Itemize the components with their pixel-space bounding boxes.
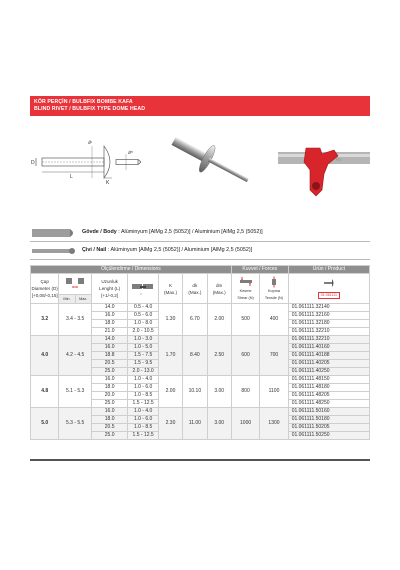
cell-grip: 2.0 - 10.5: [128, 328, 158, 336]
spec-body-value: : Alüminyum [AlMg 2,5 (5052)] / Aluminium [AlMg 2,5 (5052)]: [116, 229, 263, 235]
tensile-force-icon: [266, 276, 282, 288]
header-product: [288, 274, 369, 304]
cell-tensile: 1100: [260, 376, 288, 408]
cell-grip: 1.0 - 8.0: [128, 320, 158, 328]
cell-product-code: 01.061111.50205: [288, 424, 369, 432]
cell-shear: 1000: [231, 408, 259, 440]
cell-dm: 3.00: [207, 376, 231, 408]
header-hole: [59, 274, 91, 295]
drawing-label-d: D: [31, 160, 35, 166]
divider: [30, 259, 370, 260]
spec-body-label: Gövde / Body: [82, 229, 117, 235]
drawing-label-k: K: [106, 180, 110, 186]
drawing-label-l: L: [70, 174, 73, 180]
cell-product-code: 01.061111.48180: [288, 384, 369, 392]
cell-shear: 500: [231, 304, 259, 336]
cell-product-code: 01.061111.40188: [288, 352, 369, 360]
spec-nail-label: Çivi / Nail: [82, 247, 107, 253]
cell-grip: 1.0 - 5.0: [128, 344, 158, 352]
header-tensile: Kopma Tensile (N): [260, 274, 288, 304]
cell-grip: 1.0 - 6.0: [128, 416, 158, 424]
cell-grip: 0.5 - 6.0: [128, 312, 158, 320]
cell-length: 18.0: [91, 384, 128, 392]
cell-dk: 8.40: [183, 336, 207, 376]
table-bottom-rule: [30, 459, 370, 461]
divider: [30, 241, 370, 242]
header-title-tr: KÖR PERÇİN / BULBFIX BOMBE KAFA: [34, 99, 133, 105]
product-badge: 01.061111: [318, 292, 340, 299]
cell-product-code: 01.061111.32180: [288, 320, 369, 328]
cell-grip: 1.0 - 8.5: [128, 424, 158, 432]
table-row: [31, 408, 370, 416]
rivet-technical-drawing: [30, 132, 150, 202]
cell-grip: 1.5 - 7.5: [128, 352, 158, 360]
cell-length: 20.5: [91, 360, 128, 368]
cell-product-code: 01.061111.32210: [288, 336, 369, 344]
cell-length: 16.0: [91, 312, 128, 320]
svg-text:FIX: FIX: [336, 158, 342, 162]
rivet-product-icon: [322, 278, 336, 288]
cell-diameter: 5.0: [31, 408, 59, 440]
cell-diameter: 4.8: [31, 376, 59, 408]
drawing-label-dk: dᵏ: [88, 140, 93, 145]
cell-tensile: 400: [260, 304, 288, 336]
cell-grip: 2.0 - 13.0: [128, 368, 158, 376]
grip-range-icon: [130, 282, 156, 296]
cell-hole-range: 5.1 - 5.3: [59, 376, 91, 408]
group-product: Ürün / Product: [288, 266, 369, 274]
cell-grip: 1.5 - 9.5: [128, 360, 158, 368]
cell-k: 2.00: [158, 376, 182, 408]
cell-product-code: 01.061111.32210: [288, 328, 369, 336]
cell-length: 16.0: [91, 376, 128, 384]
cell-grip: 1.5 - 12.5: [128, 432, 158, 440]
cell-hole-range: 3.4 - 3.5: [59, 304, 91, 336]
table-row: [31, 376, 370, 384]
cell-product-code: 01.061111.32160: [288, 312, 369, 320]
group-dimensions: Ölçülendirme / Dimensions: [31, 266, 232, 274]
cell-dm: 2.00: [207, 304, 231, 336]
cell-dk: 10.10: [183, 376, 207, 408]
cell-grip: 0.5 - 4.0: [128, 304, 158, 312]
cell-length: 20.5: [91, 424, 128, 432]
cell-shear: 600: [231, 336, 259, 376]
cell-length: 14.0: [91, 304, 128, 312]
cell-length: 20.0: [91, 392, 128, 400]
header-dm: dm (Max.): [207, 274, 231, 304]
cell-length: 14.0: [91, 336, 128, 344]
cell-product-code: 01.061111.50160: [288, 408, 369, 416]
header-title-en: BLIND RIVET / BULBFIX TYPE DOME HEAD: [34, 106, 146, 112]
body-material-icon: [30, 226, 76, 240]
cell-product-code: 01.061111.50180: [288, 416, 369, 424]
cell-dm: 3.00: [207, 408, 231, 440]
svg-text:⇔: ⇔: [139, 290, 144, 296]
table-row: [31, 304, 370, 312]
rivet-product-photo: [160, 122, 260, 202]
cell-length: 25.0: [91, 368, 128, 376]
cell-hole-range: 5.3 - 5.5: [59, 408, 91, 440]
cell-product-code: 01.061111.40250: [288, 368, 369, 376]
cell-length: 25.0: [91, 400, 128, 408]
cell-length: 16.0: [91, 408, 128, 416]
header-shear: Kesme Shear (N): [231, 274, 259, 304]
cell-product-code: 01.061111.40205: [288, 360, 369, 368]
header-hole-max: Max.: [75, 295, 91, 304]
spec-nail-row: [30, 244, 370, 258]
cell-length: 18.8: [91, 352, 128, 360]
cell-length: 25.0: [91, 432, 128, 440]
cell-diameter: 3.2: [31, 304, 59, 336]
spec-body-row: [30, 226, 370, 240]
cell-hole-range: 4.2 - 4.5: [59, 336, 91, 376]
cell-grip: 1.5 - 12.5: [128, 400, 158, 408]
header-k: K (Max.): [158, 274, 182, 304]
hole-diameter-icon: [65, 277, 85, 291]
cell-grip: 1.0 - 8.5: [128, 392, 158, 400]
table-row: [31, 336, 370, 344]
cell-grip: 1.0 - 4.0: [128, 376, 158, 384]
header-hole-min: Min.: [59, 295, 75, 304]
spec-nail-value: : Alüminyum [AlMg 2,5 (5052)] / Aluminium [AlMg 2,5 (5052)]: [106, 247, 253, 253]
header-dk: dk (Max.): [183, 274, 207, 304]
cell-product-code: 01.061111.32140: [288, 304, 369, 312]
cell-dm: 2.50: [207, 336, 231, 376]
cell-k: 2.30: [158, 408, 182, 440]
rivet-spec-table: [30, 265, 370, 440]
cell-length: 18.0: [91, 320, 128, 328]
header-length: Uzunluk Lenght (L) [+1/-0,2]: [91, 274, 128, 304]
cell-dk: 6.70: [183, 304, 207, 336]
cell-product-code: 01.061111.48205: [288, 392, 369, 400]
rivet-tool-illustration: [276, 140, 371, 205]
cell-diameter: 4.0: [31, 336, 59, 376]
cell-grip: 1.0 - 6.0: [128, 384, 158, 392]
cell-product-code: 01.061111.40160: [288, 344, 369, 352]
cell-grip: 1.0 - 3.0: [128, 336, 158, 344]
section-header: [30, 96, 370, 116]
header-diameter: Çap Diameter (D) [+0,08/-0,15]: [31, 274, 59, 304]
cell-tensile: 1300: [260, 408, 288, 440]
cell-k: 1.70: [158, 336, 182, 376]
cell-product-code: 01.061111.48150: [288, 376, 369, 384]
cell-product-code: 01.061111.50250: [288, 432, 369, 440]
cell-length: 16.0: [91, 344, 128, 352]
nail-material-icon: [30, 244, 76, 258]
cell-tensile: 700: [260, 336, 288, 376]
cell-shear: 800: [231, 376, 259, 408]
header-grip: [128, 274, 158, 304]
cell-grip: 1.0 - 4.0: [128, 408, 158, 416]
shear-force-icon: [238, 276, 254, 288]
group-forces: Kuvvet / Forces: [231, 266, 288, 274]
cell-length: 18.0: [91, 416, 128, 424]
cell-product-code: 01.061111.48250: [288, 400, 369, 408]
drawing-label-dm: dᵐ: [128, 150, 134, 155]
table-body: [31, 304, 370, 440]
cell-dk: 11.00: [183, 408, 207, 440]
cell-k: 1.30: [158, 304, 182, 336]
cell-length: 21.0: [91, 328, 128, 336]
